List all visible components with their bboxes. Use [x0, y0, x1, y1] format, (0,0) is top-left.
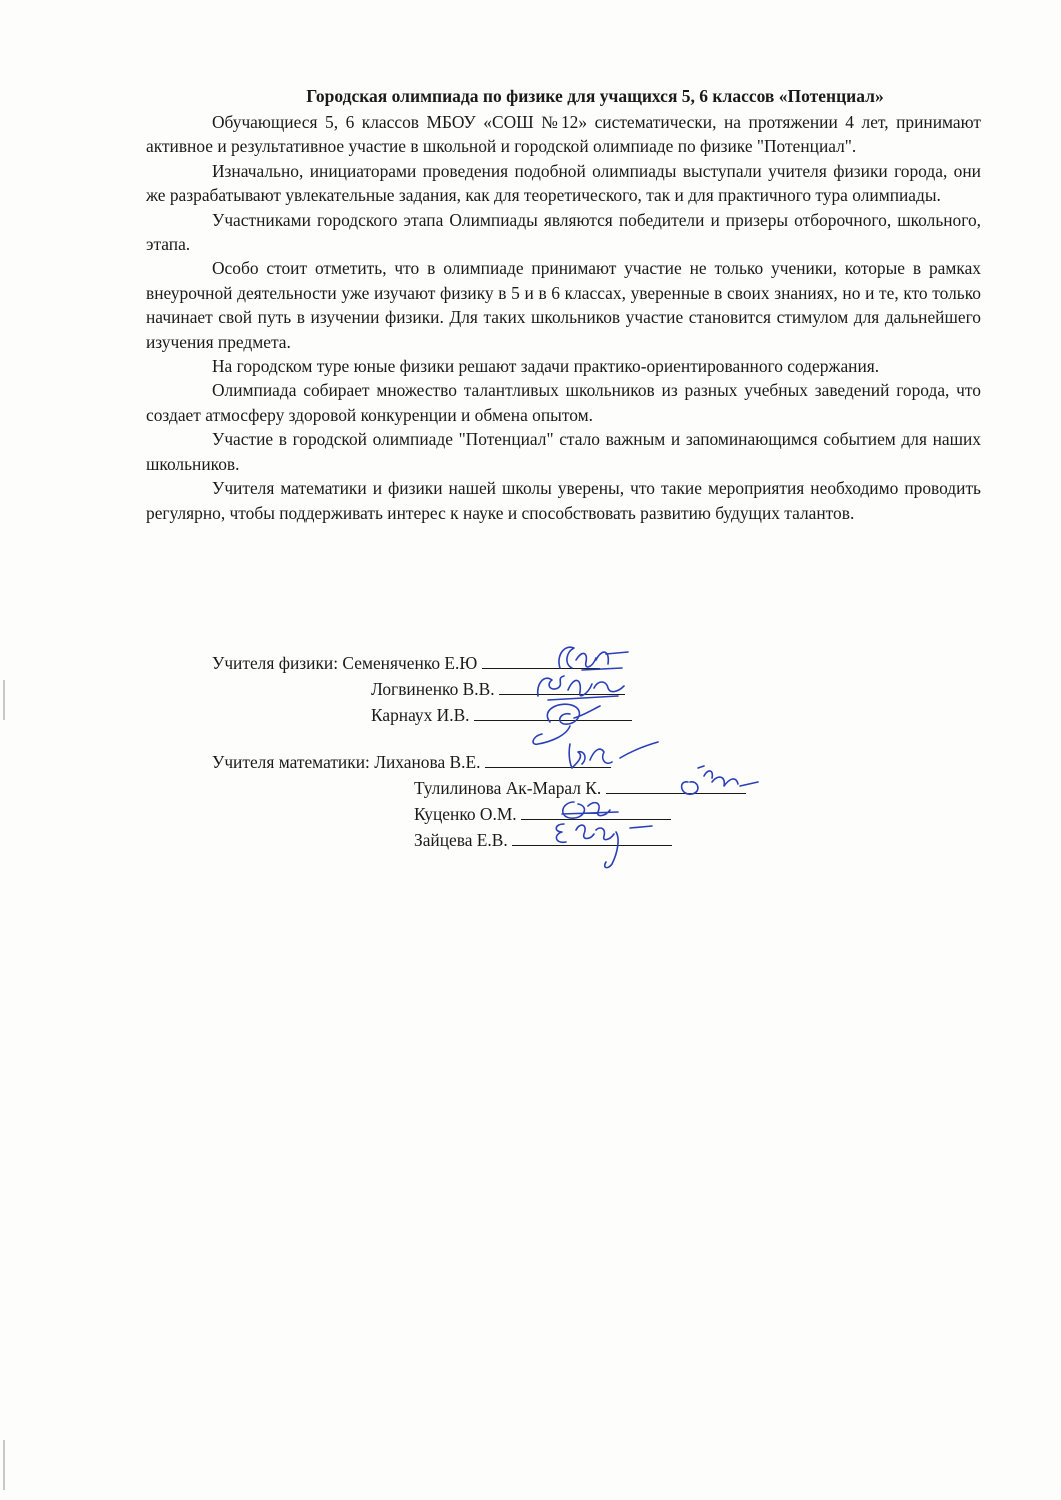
- signature-underline: [521, 802, 671, 820]
- scan-edge-mark: [3, 1440, 5, 1490]
- teacher-name: Лиханова В.Е.: [374, 752, 481, 772]
- signature-underline: [474, 703, 632, 721]
- signature-underline: [512, 828, 672, 846]
- math-teachers-label: Учителя математики:: [212, 752, 370, 772]
- paragraph-5: На городском туре юные физики решают задачи практико-ориентированного содержания.: [212, 356, 880, 377]
- teacher-name: Зайцева Е.В.: [414, 830, 508, 850]
- paragraph-1: Обучающиеся 5, 6 классов МБОУ «СОШ №12» систематически, на протяжении 4 лет, принимают активное и результативное участие в школьной и городской олимпиаде по физике "Потенциал".: [146, 112, 981, 157]
- teacher-name: Куценко О.М.: [414, 804, 517, 824]
- paragraph-6: Олимпиада собирает множество талантливых школьников из разных учебных заведений города, что создает атмосферу здоровой конкуренции и обмена опытом.: [146, 380, 981, 425]
- paragraph-3: Участниками городского этапа Олимпиады являются победители и призеры отборочного, школьного, этапа.: [146, 209, 981, 255]
- signature-underline: [606, 776, 746, 794]
- paragraph-7: Участие в городской олимпиаде "Потенциал" стало важным и запоминающимся событием для наших школьников.: [146, 429, 981, 474]
- teacher-name: Логвиненко В.В.: [371, 679, 495, 699]
- signature-line-physics-3: [371, 703, 632, 727]
- document-body: [146, 110, 981, 525]
- signature-line-physics-1: [212, 651, 600, 675]
- signature-underline: [485, 750, 611, 768]
- paragraph-8: Учителя математики и физики нашей школы уверены, что такие мероприятия необходимо проводить регулярно, чтобы поддерживать интерес к науке и способствовать развитию будущих талантов.: [146, 478, 981, 523]
- physics-teachers-label: Учителя физики:: [212, 653, 339, 673]
- scan-edge-mark: [3, 680, 5, 720]
- signature-line-math-2: [414, 776, 746, 800]
- paragraph-2: Изначально, инициаторами проведения подобной олимпиады выступали учителя физики города, они же разрабатывают увлекательные задания, как для теоретического, так и для практичного тура олимпиады.: [146, 160, 981, 206]
- paragraph-4: Особо стоит отметить, что в олимпиаде принимают участие не только ученики, которые в рамках внеурочной деятельности уже изучают физику в 5 и в 6 классах, уверенные в своих знаниях, но и те, кто только начинает свой путь в изучении физики. Для таких школьников участие становится стимулом для дальнейшего изучения предмета.: [146, 258, 981, 352]
- signature-line-math-4: [414, 828, 672, 852]
- signature-line-physics-2: [371, 677, 625, 701]
- document-title: Городская олимпиада по физике для учащихся 5, 6 классов «Потенциал»: [306, 86, 884, 106]
- signature-line-math-3: [414, 802, 671, 826]
- teacher-name: Карнаух И.В.: [371, 705, 470, 725]
- teacher-name: Семеняченко Е.Ю: [342, 653, 478, 673]
- signature-line-math-1: [212, 750, 611, 774]
- signature-underline: [499, 677, 625, 695]
- signature-underline: [482, 651, 600, 669]
- teacher-name: Тулилинова Ак-Марал К.: [414, 778, 602, 798]
